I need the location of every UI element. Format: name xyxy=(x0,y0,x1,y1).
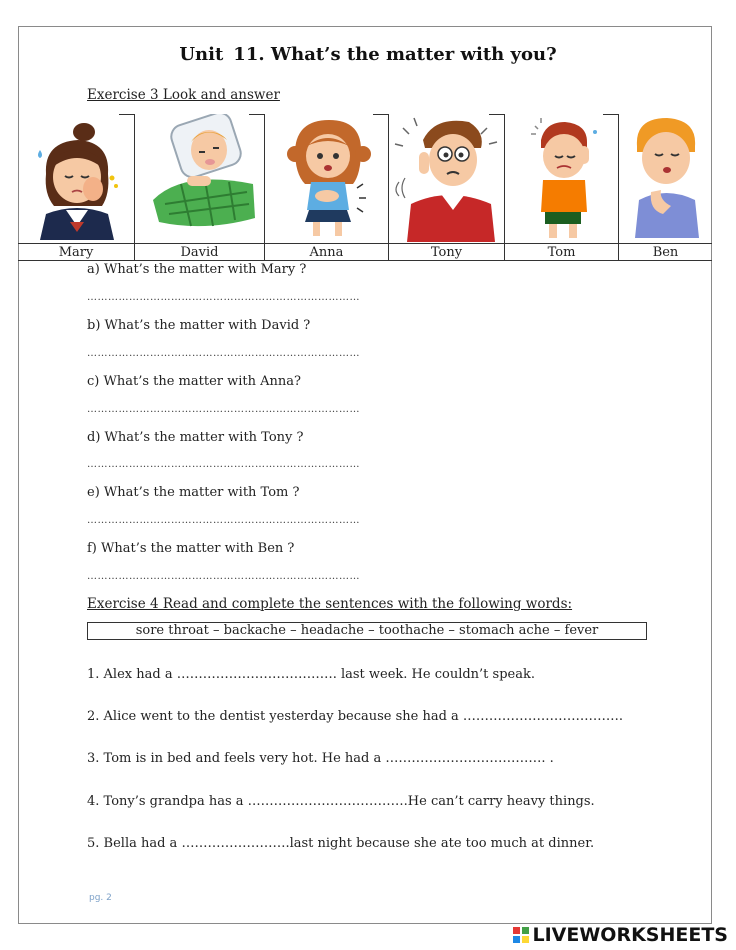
name-mary: Mary xyxy=(18,244,135,261)
question-e: e) What’s the matter with Tom ? xyxy=(87,485,300,500)
sentence-5[interactable]: 5. Bella had a …………………….last night because she ate too much at dinner. xyxy=(87,836,595,851)
liveworksheets-logo[interactable] xyxy=(513,924,728,946)
boy-fever-icon xyxy=(505,114,619,242)
name-row xyxy=(18,243,712,261)
brand-text: LIVEWORKSHEETS xyxy=(532,924,728,946)
exercise-3-heading: Exercise 3 Look and answer xyxy=(87,87,280,103)
man-headache-icon xyxy=(389,114,505,242)
word-box: sore throat – backache – headache – toothache – stomach ache – fever xyxy=(87,622,647,640)
liveworksheets-logo-icon xyxy=(513,927,529,943)
answer-line-f[interactable]: …………………………………………………………………… xyxy=(87,571,360,582)
answer-line-b[interactable]: …………………………………………………………………… xyxy=(87,348,360,359)
name-anna: Anna xyxy=(265,244,389,261)
picture-mary xyxy=(18,114,135,260)
answer-line-c[interactable]: …………………………………………………………………… xyxy=(87,404,360,415)
question-b: b) What’s the matter with David ? xyxy=(87,318,311,333)
sentence-1[interactable]: 1. Alex had a ………………………………. last week. He couldn’t speak. xyxy=(87,667,535,682)
answer-line-a[interactable]: …………………………………………………………………… xyxy=(87,292,360,303)
page-title: Unit 11. What’s the matter with you? xyxy=(179,44,557,65)
answer-line-d[interactable]: …………………………………………………………………… xyxy=(87,459,360,470)
girl-stomach-ache-icon xyxy=(265,114,389,242)
picture-row xyxy=(18,114,712,260)
name-david: David xyxy=(135,244,265,261)
boy-in-bed-sick-icon xyxy=(135,114,265,242)
question-f: f) What’s the matter with Ben ? xyxy=(87,541,295,556)
boy-sore-throat-icon xyxy=(619,114,712,242)
sentence-2[interactable]: 2. Alice went to the dentist yesterday because she had a ………………………………. xyxy=(87,709,624,724)
picture-tony xyxy=(389,114,505,260)
question-a: a) What’s the matter with Mary ? xyxy=(87,262,307,277)
girl-toothache-icon xyxy=(18,114,135,242)
sentence-4[interactable]: 4. Tony’s grandpa has a ……………………………….He can’t carry heavy things. xyxy=(87,794,595,809)
name-tony: Tony xyxy=(389,244,505,261)
picture-anna xyxy=(265,114,389,260)
page-number: pg. 2 xyxy=(89,893,112,903)
name-tom: Tom xyxy=(505,244,619,261)
answer-line-e[interactable]: …………………………………………………………………… xyxy=(87,515,360,526)
question-d: d) What’s the matter with Tony ? xyxy=(87,430,304,445)
picture-tom xyxy=(505,114,619,260)
picture-david xyxy=(135,114,265,260)
picture-ben xyxy=(619,114,712,260)
question-c: c) What’s the matter with Anna? xyxy=(87,374,301,389)
sentence-3[interactable]: 3. Tom is in bed and feels very hot. He had a ………………………………. . xyxy=(87,751,554,766)
exercise-4-heading: Exercise 4 Read and complete the sentences with the following words: xyxy=(87,596,573,612)
name-ben: Ben xyxy=(652,245,679,260)
